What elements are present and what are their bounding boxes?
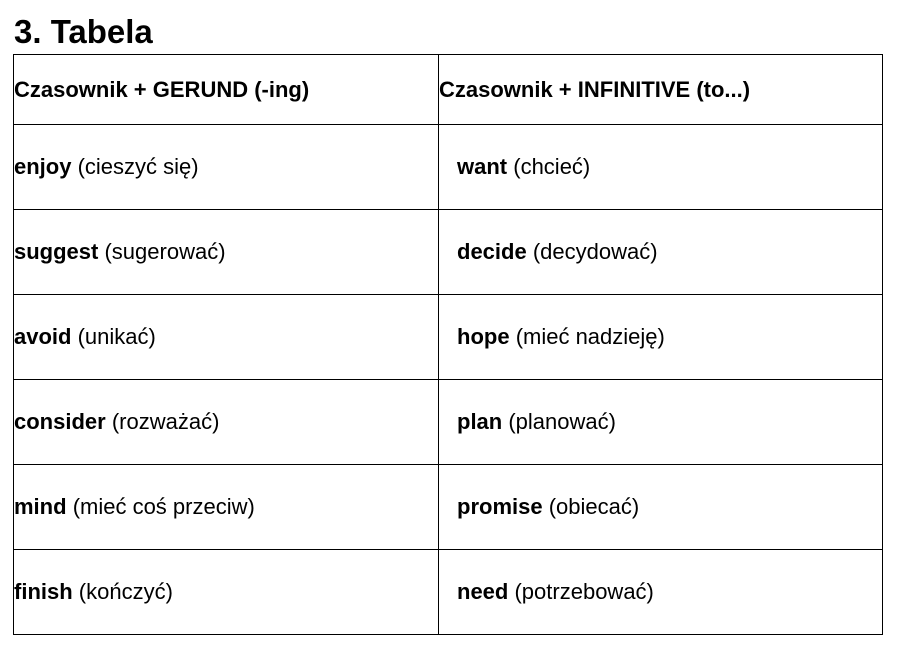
verb-pattern-table <box>13 54 883 635</box>
gerund-verb: suggest <box>14 239 99 264</box>
gerund-cell <box>14 380 439 465</box>
gerund-verb: enjoy <box>14 154 72 179</box>
section-title: 3. Tabela <box>14 13 153 50</box>
gerund-translation: (sugerować) <box>104 239 226 264</box>
gerund-translation: (kończyć) <box>78 579 173 604</box>
gerund-translation: (rozważać) <box>111 409 220 434</box>
table-row <box>14 125 883 210</box>
infinitive-cell <box>439 125 883 210</box>
gerund-verb: avoid <box>14 324 72 349</box>
infinitive-translation: (obiecać) <box>548 494 640 519</box>
table-header-row <box>14 55 883 125</box>
gerund-cell <box>14 210 439 295</box>
infinitive-cell <box>439 295 883 380</box>
infinitive-translation: (planować) <box>508 409 616 434</box>
infinitive-translation: (chcieć) <box>513 154 591 179</box>
infinitive-cell <box>439 380 883 465</box>
infinitive-verb: hope <box>457 324 510 349</box>
gerund-cell <box>14 125 439 210</box>
gerund-verb: consider <box>14 409 106 434</box>
infinitive-cell <box>439 210 883 295</box>
infinitive-verb: decide <box>457 239 527 264</box>
table-row <box>14 465 883 550</box>
infinitive-verb: need <box>457 579 509 604</box>
gerund-translation: (cieszyć się) <box>77 154 199 179</box>
infinitive-cell <box>439 550 883 635</box>
infinitive-verb: promise <box>457 494 543 519</box>
infinitive-cell <box>439 465 883 550</box>
gerund-verb: finish <box>14 579 73 604</box>
gerund-cell <box>14 465 439 550</box>
header-infinitive: Czasownik + INFINITIVE (to...) <box>439 55 883 125</box>
gerund-translation: (mieć coś przeciw) <box>72 494 255 519</box>
table-row <box>14 210 883 295</box>
table-row <box>14 550 883 635</box>
table-row <box>14 380 883 465</box>
infinitive-translation: (potrzebować) <box>514 579 654 604</box>
infinitive-translation: (mieć nadzieję) <box>515 324 665 349</box>
table-row <box>14 295 883 380</box>
infinitive-verb: want <box>457 154 508 179</box>
infinitive-verb: plan <box>457 409 503 434</box>
infinitive-translation: (decydować) <box>532 239 658 264</box>
gerund-cell <box>14 295 439 380</box>
gerund-verb: mind <box>14 494 67 519</box>
gerund-cell <box>14 550 439 635</box>
header-gerund: Czasownik + GERUND (-ing) <box>14 55 439 125</box>
gerund-translation: (unikać) <box>77 324 156 349</box>
